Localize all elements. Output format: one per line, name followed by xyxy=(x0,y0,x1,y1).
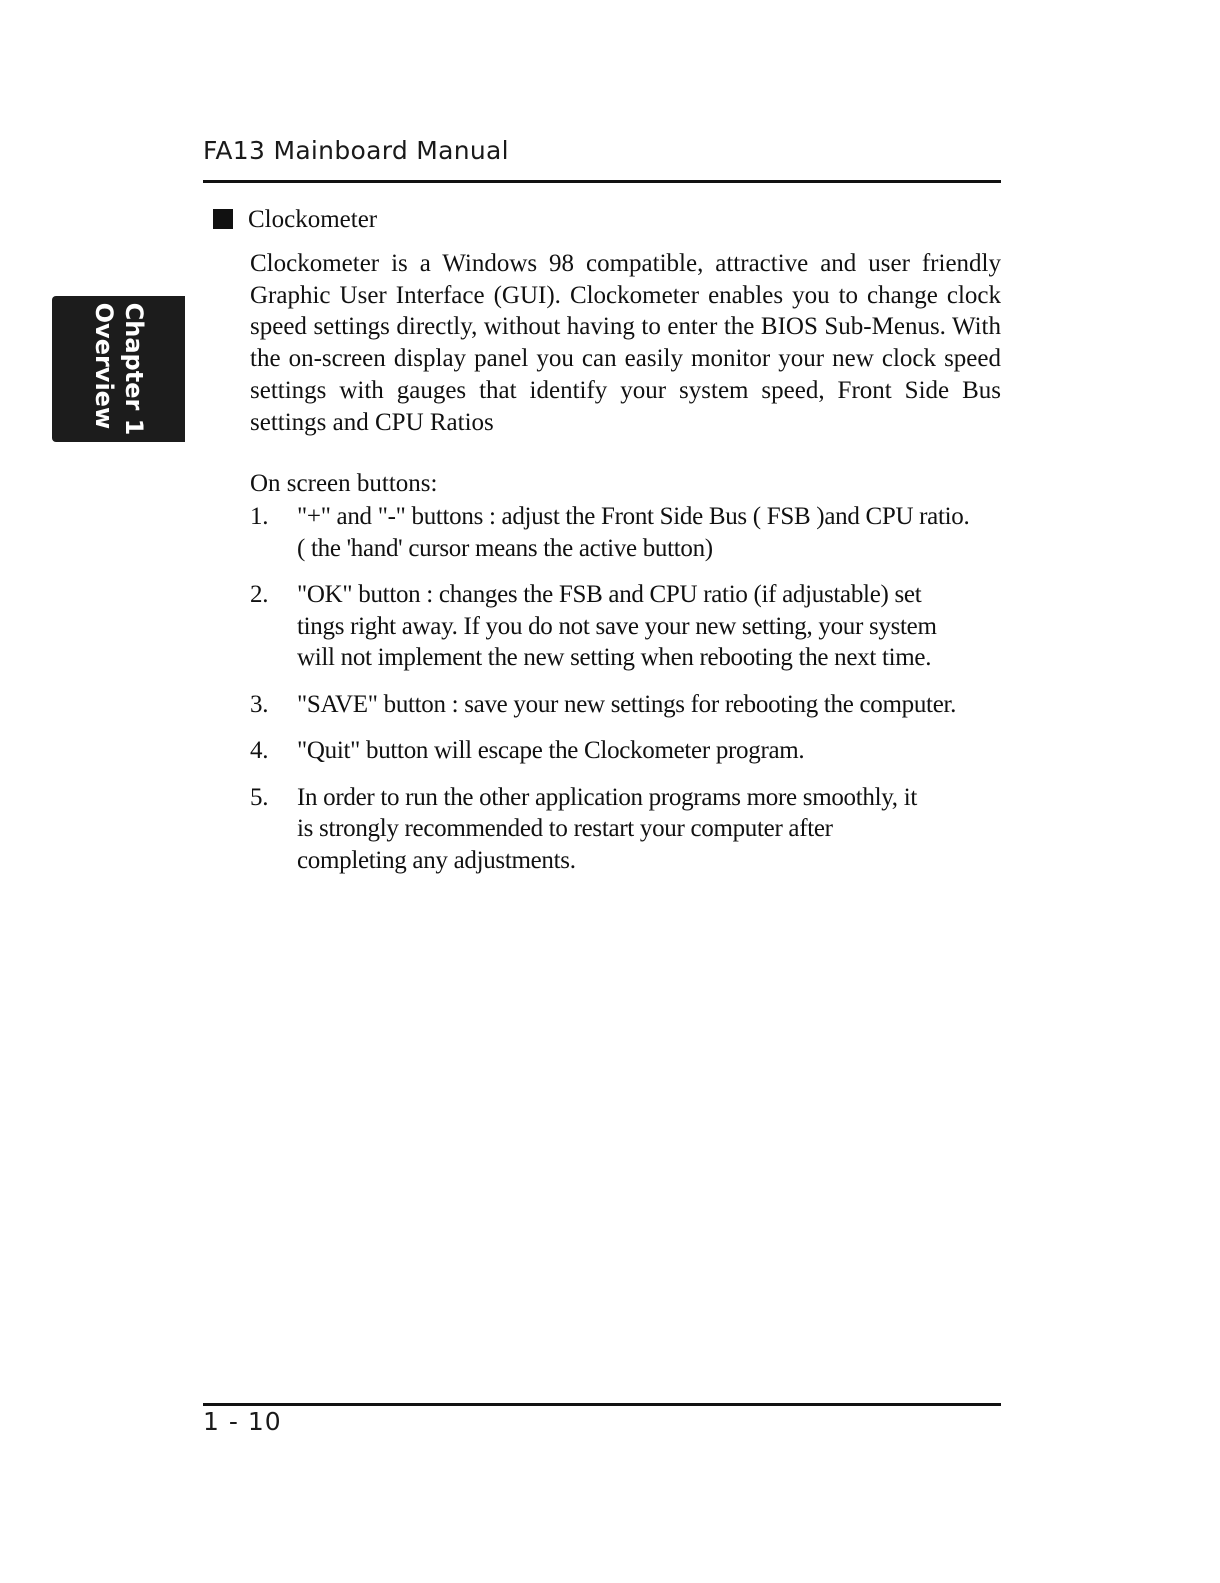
manual-title: FA13 Mainboard Manual xyxy=(203,136,509,165)
item-number: 2. xyxy=(250,581,269,608)
chapter-tab xyxy=(52,296,185,442)
list-item xyxy=(250,782,1010,877)
list-item xyxy=(250,579,1010,674)
item-line: "OK" button : changes the FSB and CPU ratio (if adjustable) set xyxy=(297,581,922,608)
item-number: 5. xyxy=(250,783,269,811)
item-line: "SAVE" button : save your new settings for rebooting the computer. xyxy=(297,690,957,718)
item-line: is strongly recommended to restart your computer after xyxy=(297,815,833,842)
chapter-subtitle: Overview xyxy=(89,302,118,430)
chapter-tab-text xyxy=(89,303,149,436)
list-item xyxy=(250,735,1010,767)
item-line: will not implement the new setting when rebooting the next time. xyxy=(297,644,932,671)
instruction-list xyxy=(250,501,1010,891)
header-rule xyxy=(203,180,1001,183)
list-item xyxy=(250,501,1010,564)
page-number: 1 - 10 xyxy=(203,1407,282,1436)
buttons-heading: On screen buttons: xyxy=(250,470,438,497)
footer-rule xyxy=(203,1403,1001,1406)
section-heading-text: Clockometer xyxy=(248,206,378,233)
item-line: completing any adjustments. xyxy=(297,846,576,874)
item-number: 4. xyxy=(250,737,269,764)
item-number: 1. xyxy=(250,503,269,530)
item-line: "+" and "-" buttons : adjust the Front Side Bus ( FSB )and CPU ratio. xyxy=(297,503,970,530)
chapter-label: Chapter 1 xyxy=(119,302,148,436)
intro-paragraph: Clockometer is a Windows 98 compatible, attractive and user friendly Graphic User Interface (GUI). Clockometer enables you to change clock speed settings directly, without having to enter the BIOS Sub-Menus. With the on-screen display panel you can easily monitor your new clock speed settings with gauges that identify your system speed, Front Side Bus settings and CPU Ratios xyxy=(250,250,1001,436)
list-item xyxy=(250,689,1010,721)
section-heading xyxy=(213,206,377,234)
item-line: ( the 'hand' cursor means the active button) xyxy=(297,534,713,562)
item-line: "Quit" button will escape the Clockometer program. xyxy=(297,737,805,764)
square-bullet-icon xyxy=(213,209,233,229)
item-line: In order to run the other application programs more smoothly, it xyxy=(297,783,917,811)
item-number: 3. xyxy=(250,690,269,718)
item-line: tings right away. If you do not save your new setting, your system xyxy=(297,612,937,640)
